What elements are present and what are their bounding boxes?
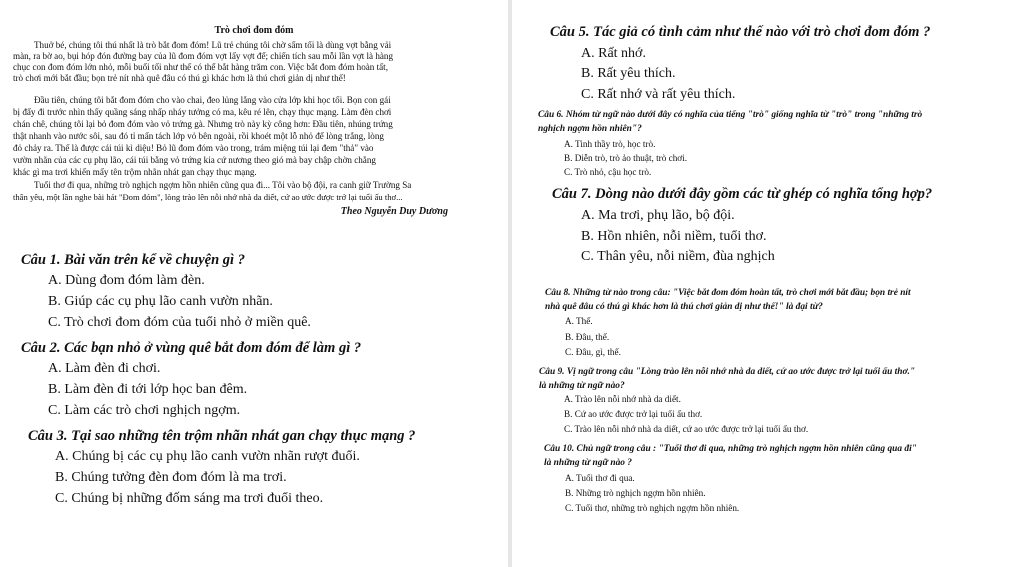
question-10-option-c: C. Tuổi thơ, những trò nghịch ngợm hồn nhiên. [565,503,740,513]
question-10-option-a: A. Tuổi thơ đi qua. [565,473,635,483]
question-3-option-b: B. Chúng tưởng đèn đom đóm là ma trơi. [55,470,287,485]
question-2-option-a: A. Làm đèn đi chơi. [48,361,161,376]
question-5-option-a: A. Rất nhớ. [581,46,646,61]
story-line: Đầu tiên, chúng tôi bắt đom đóm cho vào chai, đeo lủng lẳng vào cửa lớp khi học tối. Bọn con gái [34,95,391,105]
question-3-option-c: C. Chúng bị những đốm sáng ma trơi đuổi theo. [55,491,324,506]
question-7-option-b: B. Hồn nhiên, nỗi niềm, tuổi thơ. [581,229,767,244]
question-10-cont: là những từ ngữ nào ? [544,458,632,468]
question-5: Câu 5. Tác giả có tình cảm như thế nào với trò chơi đom đóm ? [550,24,931,40]
question-9-cont: là những từ ngữ nào? [539,381,625,391]
question-8: Câu 8. Những từ nào trong câu: "Việc bắt đom đóm hoàn tất, trò chơi mới bắt đầu; bọn trẻ nít [545,288,911,298]
question-7: Câu 7. Dòng nào dưới đây gồm các từ ghép có nghĩa tổng hợp? [552,186,933,202]
question-7-option-a: A. Ma trơi, phụ lão, bộ đội. [581,208,735,223]
question-2-option-b: B. Làm đèn đi tới lớp học ban đêm. [48,382,248,397]
story-line: Tuổi thơ đi qua, những trò nghịch ngợm hồn nhiên cũng qua đi... Tôi vào bộ đội, ra canh giữ Trường Sa [34,180,412,190]
question-1-option-a: A. Dùng đom đóm làm đèn. [48,273,205,288]
story-line: trò chơi mới bắt đầu; bọn trẻ nít nhà quê đâu có thú gì khác hơn là thú chơi giản dị như thế! [13,73,346,83]
question-1-option-c: C. Trò chơi đom đóm của tuổi nhỏ ở miền quê. [48,315,311,330]
question-6: Câu 6. Nhóm từ ngữ nào dưới đây có nghĩa của tiếng "trò" giống nghĩa từ "trò" trong "những trò [538,110,923,120]
question-8-option-b: B. Đâu, thế. [565,332,610,342]
question-6-cont: nghịch ngợm hồn nhiên"? [538,124,642,134]
question-2-option-c: C. Làm các trò chơi nghịch ngợm. [48,403,241,418]
question-10: Câu 10. Chủ ngữ trong câu : "Tuổi thơ đi qua, những trò nghịch ngợm hồn nhiên cũng qua đi" [544,444,917,454]
story-line: khác gì ma trơi khiến mấy tên trộm nhãn nhát gan chạy thục mạng. [13,167,257,177]
story-line: vườn nhãn của các cụ phụ lão, cái túi bằng vỏ trứng kia cứ nương theo gió mà bay chập chờn chẳng [13,155,376,165]
story-line: thân yêu, một lần nghe bài hát "Đom đóm", lòng trào lên nỗi nhớ nhà da diết, cứ ao ước được trở lại tuổi ấu thơ... [13,192,403,202]
story-line: màn, ra bờ ao, bụi hóp đón đường bay của lũ đom đóm vợt lấy vợt để; chiến tích sau mỗi lần vợt là hàng [13,51,394,61]
question-8-option-a: A. Thế. [565,316,593,326]
question-8-option-c: C. Đâu, gì, thế. [565,347,621,357]
story-line: chán chê, chúng tôi lại bỏ đom đóm vào vỏ trứng gà. Nhưng trò này kỳ công hơn: Đầu tiên, nhúng trứng [13,119,393,129]
question-9-option-c: C. Trào lên nỗi nhớ nhà da diết, cứ ao ước được trở lại tuổi ấu thơ. [564,424,809,434]
right-page [512,0,1024,567]
story-line: Thuở bé, chúng tôi thú nhất là trò bắt đom đóm! Lũ trẻ chúng tôi chờ sẩm tối là dùng vợt bằng vải [34,40,392,50]
question-9: Câu 9. Vị ngữ trong câu "Lòng trào lên nỗi nhớ nhà da diết, cứ ao ước được trở lại tuổi ấu thơ." [539,367,916,377]
question-6-option-b: B. Diễn trò, trò ảo thuật, trò chơi. [564,153,687,163]
question-10-option-b: B. Những trò nghịch ngợm hồn nhiên. [565,488,706,498]
question-3-option-a: A. Chúng bị các cụ phụ lão canh vườn nhãn rượt đuổi. [55,449,360,464]
question-1-option-b: B. Giúp các cụ phụ lão canh vườn nhãn. [48,294,273,309]
question-6-option-a: A. Tinh thầy trò, học trò. [564,139,656,149]
question-8-cont: nhà quê đâu có thú gì khác hơn là thú chơi giản dị như thế!" là đại từ? [545,302,823,312]
question-5-option-b: B. Rất yêu thích. [581,66,676,81]
story-author: Theo Nguyễn Duy Dương [340,206,448,217]
story-line: chục con đom đóm lớn nhỏ, mỗi buổi tối như thế có thể bắt hàng trăm con. Việc bắt đom đóm hoàn tất, [13,62,388,72]
question-6-option-c: C. Trò nhỏ, cậu học trò. [564,167,652,177]
question-7-option-c: C. Thân yêu, nỗi niềm, đùa nghịch [581,249,775,264]
story-line: thật nhanh vào nước sôi, sau đó tỉ mẩn tách lớp vỏ bên ngoài, rồi khoét một lỗ nhỏ để lòng trắng, lòng [13,131,384,141]
question-2: Câu 2. Các bạn nhỏ ở vùng quê bắt đom đóm để làm gì ? [21,340,362,356]
story-line: đỏ chảy ra. Thế là được cái túi kì diệu! Bỏ lũ đom đóm vào trong, trám miệng túi lại đem "thả" vào [13,143,374,153]
question-9-option-a: A. Trào lên nỗi nhớ nhà da diết. [564,394,681,404]
story-title: Trò chơi đom đóm [214,25,294,36]
question-9-option-b: B. Cứ ao ước được trở lại tuổi ấu thơ. [564,409,703,419]
question-3: Câu 3. Tại sao những tên trộm nhãn nhát gan chạy thục mạng ? [28,428,416,444]
left-page [0,0,508,567]
question-5-option-c: C. Rất nhớ và rất yêu thích. [581,87,736,102]
story-line: bị đẩy đi trước nhìn thấy quầng sáng nhấp nháy tưởng có ma, kêu ré lên, chạy thục mạng. Làm đèn chơi [13,107,392,117]
question-1: Câu 1. Bài văn trên kể về chuyện gì ? [21,252,245,268]
